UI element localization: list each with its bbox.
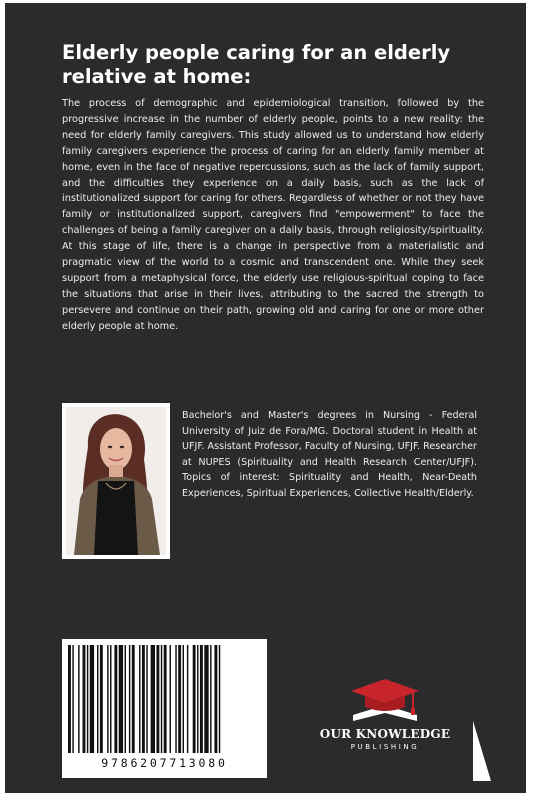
isbn-number: 9786207713080 bbox=[101, 756, 228, 770]
barcode bbox=[62, 639, 267, 778]
book-description: The process of demographic and epidemiological transition, followed by the progressive increase in the number of elderly people, points to a new reality: the need for elderly family caregivers. This study allowed us to understand how elderly family caregivers experience the process of caring for an elderly family member at home, even in the face of negative repercussions, such as the lack of family support, and the difficulties they experience on a daily basis, such as the lack of institutionalized support for caring for others. Regardless of whether or not they have family or institutionalized support, caregivers find "empowerment" to face the challenges of being a family caregiver on a daily basis, through religiosity/spirituality. At this stage of life, there is a change in perspective from a materialistic and pragmatic view of the world to a cosmic and transcendent one. While they seek support from a metaphysical force, the elderly use religious-spiritual coping to face the situations that arise in their lives, attributing to the sacred the strength to persevere and continue on their path, growing old and caring for one or more other elderly people at home. bbox=[62, 98, 484, 332]
author-photo bbox=[66, 407, 166, 555]
graduation-cap-icon bbox=[345, 675, 425, 725]
publisher-logo bbox=[305, 675, 465, 755]
author-photo-frame bbox=[62, 403, 170, 559]
corner-triangle-icon bbox=[471, 721, 493, 781]
back-cover bbox=[5, 3, 526, 793]
publisher-name: OUR KNOWLEDGE bbox=[319, 727, 451, 741]
publisher-subtitle: PUBLISHING bbox=[350, 743, 420, 751]
author-biography: Bachelor's and Master's degrees in Nursing - Federal University of Juiz de Fora/MG. Doctoral student in Health at UFJF. Assistant Professor, Faculty of Nursing, UFJF. Researcher at NUPES (Spirituality and Health Research Center/UFJF). Topics of interest: Spirituality and Health, Near-Death Experiences, Spiritual Experiences, Collective Health/Elderly. bbox=[182, 410, 477, 499]
barcode-bars bbox=[68, 645, 261, 753]
book-title: Elderly people caring for an elderly relative at home: bbox=[62, 41, 451, 88]
